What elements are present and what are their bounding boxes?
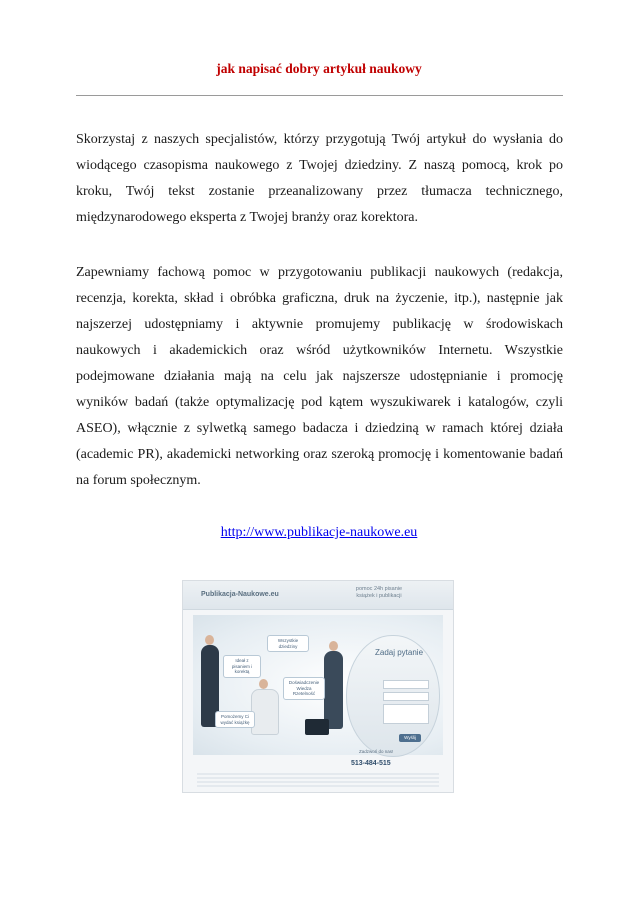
bubble-2: Wszystkie dziedziny — [267, 635, 309, 652]
screenshot-header — [183, 581, 453, 610]
bubble-3: Doświadczenie Wiedza Rzetelność — [283, 677, 325, 700]
paragraph-services: Zapewniamy fachową pomoc w przygotowaniu publikacji naukowych (redakcja, recenzja, korekta, skład i obróbka graficzna, druk na życzenie, itp.), następnie jak najszerzej udostępniamy i aktywnie promujemy publikację w środowiskach naukowych i akademickich oraz wśród użytkowników Internetu. Wszystkie podejmowane działania mają na celu jak najszersze udostępnianie i promocję wyników badań (także optymalizację pod kątem wyszukiwarek i katalogów, czyli ASEO), włącznie z sylwetką samego badacza i dziedziną w ramach której działa (academic PR), akademicki networking oraz szeroką promocję i komentowanie badań na forum społecznym. — [76, 265, 563, 488]
contact-field-name — [383, 692, 429, 701]
screenshot-logo: Publikacja-Naukowe.eu — [201, 591, 279, 598]
document-title: jak napisać dobry artykuł naukowy — [216, 61, 422, 76]
contact-field-email — [383, 680, 429, 689]
person-woman — [324, 651, 343, 729]
website-link[interactable]: http://www.publikacje-naukowe.eu — [220, 525, 418, 540]
screenshot-hero — [193, 615, 443, 755]
paragraph-intro: Skorzystaj z naszych specjalistów, którzy przygotują Twój artykuł do wysłania do wiodącego czasopisma naukowego z Twojej dziedziny. Z naszą pomocą, krok po kroku, Twój tekst zostanie przeanalizowany przez tłumacza technicznego, międzynarodowego eksperta z Twojej branży oraz korektora. — [76, 132, 563, 225]
screenshot-tagline: pomoc 24h pisanie książek i publikacji — [355, 586, 403, 599]
website-screenshot-image — [182, 580, 454, 793]
screenshot-footer-text — [197, 773, 439, 787]
person-graduate-head — [205, 635, 214, 645]
contact-send-button: Wyślij — [399, 734, 421, 742]
person-woman-head — [329, 641, 338, 651]
contact-panel — [346, 635, 440, 757]
phone-label: Zadzwoń do nas! — [359, 749, 394, 754]
bubble-4: Pomożemy Ci wydać książkę — [215, 711, 255, 728]
phone-number: 513-484-515 — [351, 760, 391, 767]
person-sitting — [251, 689, 279, 735]
contact-panel-title: Zadaj pytanie — [375, 648, 424, 657]
bubble-1: Ideał z pisaniem i korektą — [223, 655, 261, 678]
laptop — [305, 719, 329, 735]
contact-field-message — [383, 704, 429, 724]
person-sitting-head — [259, 679, 268, 689]
website-link-container — [0, 523, 638, 543]
title-divider — [76, 95, 563, 96]
